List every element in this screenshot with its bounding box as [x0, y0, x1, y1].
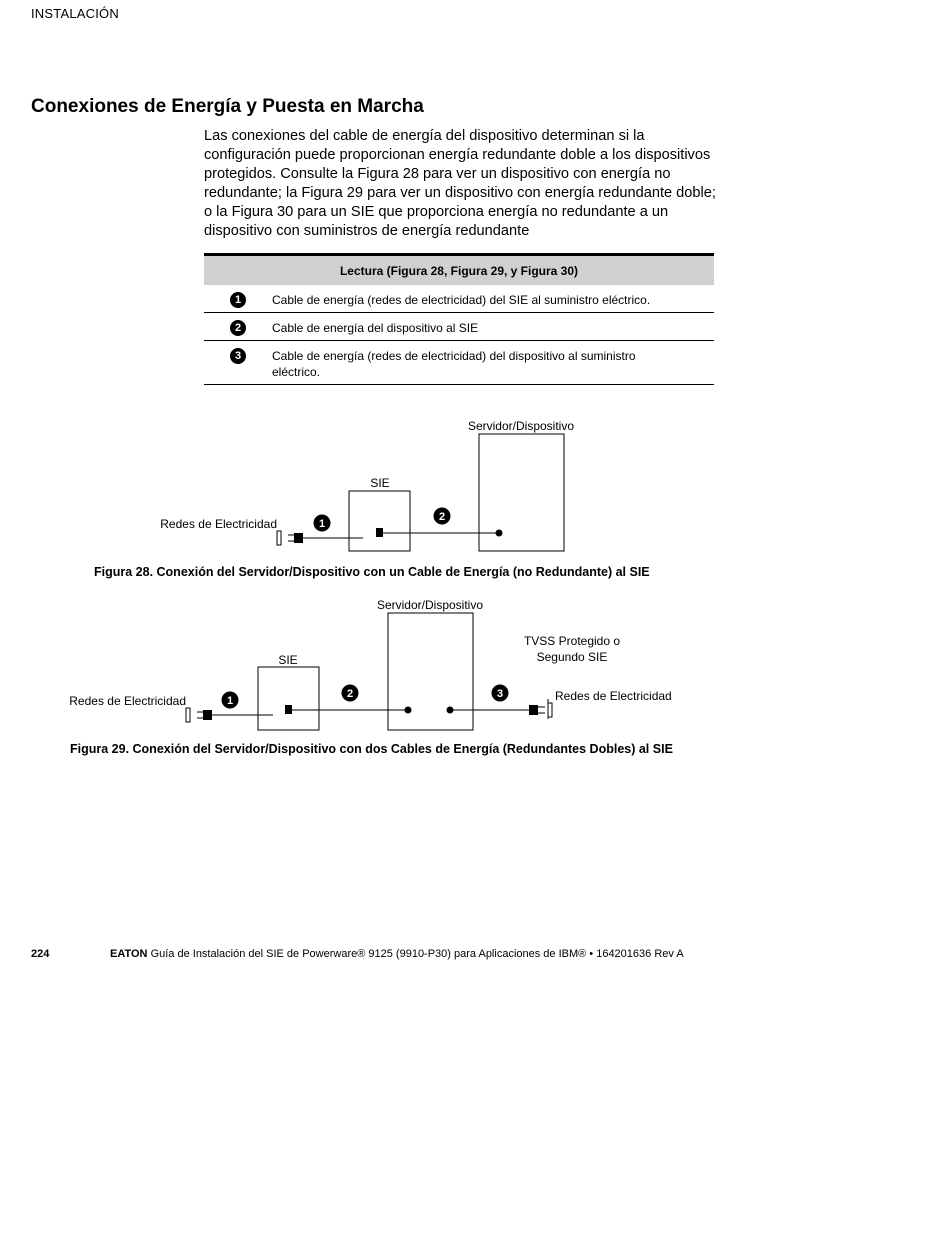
- svg-text:1: 1: [226, 695, 234, 707]
- intro-paragraph: Las conexiones del cable de energía del dispositivo determinan si la configuración puede proporcionan energía redundante doble a los dispositivos protegidos. Consulte la Figura 28 para ver un dispositivo con energía no redundante; la Figura 29 para ver un dispositivo con energía redundante doble; o la Figura 30 para un SIE que proporciona energía no redundante a un dispositivo con suministros de energía redundante: [204, 128, 716, 239]
- page-footer: [31, 948, 684, 960]
- legend-heading: Lectura (Figura 28, Figura 29, y Figura 30): [204, 255, 714, 286]
- section-header: INSTALACIÓN: [31, 6, 119, 21]
- wall-outlet-icon: [186, 708, 190, 722]
- table-row: [204, 313, 714, 341]
- plug-icon: [294, 533, 303, 543]
- server-label: Servidor/Dispositivo: [376, 598, 484, 612]
- plug-icon: [203, 710, 212, 720]
- table-row: [204, 285, 714, 313]
- brand-name: EATON: [110, 948, 148, 960]
- legend-text: Cable de energía (redes de electricidad) del dispositivo al suministro eléctrico.: [272, 341, 714, 385]
- footer-text: Guía de Instalación del SIE de Powerware® 9125 (9910-P30) para Aplicaciones de IBM® • 164201636 Rev A: [150, 948, 684, 960]
- ups-outlet-icon: [285, 705, 292, 714]
- figure-29-diagram: [0, 590, 950, 740]
- tvss-label-line1: TVSS Protegido o: [523, 634, 621, 648]
- ups-label: SIE: [278, 653, 298, 667]
- page-number: 224: [31, 948, 50, 960]
- svg-text:1: 1: [318, 518, 326, 530]
- callout-badge-3: 3: [230, 348, 246, 364]
- plug-icon: [529, 705, 538, 715]
- table-row: [204, 341, 714, 385]
- figure-29-caption: Figura 29. Conexión del Servidor/Dispositivo con dos Cables de Energía (Redundantes Dobles) al SIE: [70, 742, 673, 756]
- wall-outlet-icon: [548, 703, 552, 717]
- figure-28-diagram: [0, 400, 950, 565]
- legend-text: Cable de energía (redes de electricidad) del SIE al suministro eléctrico.: [272, 285, 714, 313]
- ups-box: [258, 667, 319, 730]
- page-title: Conexiones de Energía y Puesta en Marcha: [31, 96, 424, 117]
- server-label: Servidor/Dispositivo: [467, 419, 575, 433]
- mains-left-label: Redes de Electricidad: [69, 694, 186, 708]
- device-inlet-icon: [405, 707, 412, 714]
- svg-text:3: 3: [496, 688, 504, 700]
- wall-outlet-icon: [277, 531, 281, 545]
- tvss-label-line2: Segundo SIE: [536, 650, 608, 664]
- legend-text: Cable de energía del dispositivo al SIE: [272, 313, 714, 341]
- callout-badge-1: 1: [230, 292, 246, 308]
- server-box: [388, 613, 473, 730]
- mains-right-label: Redes de Electricidad: [555, 689, 672, 703]
- svg-text:2: 2: [438, 511, 446, 523]
- legend-table: [204, 253, 714, 385]
- mains-label: Redes de Electricidad: [160, 517, 277, 531]
- ups-label: SIE: [370, 476, 390, 490]
- figure-28-caption: Figura 28. Conexión del Servidor/Dispositivo con un Cable de Energía (no Redundante) al SIE: [94, 565, 650, 579]
- legend-header-row: [204, 255, 714, 286]
- device-inlet-icon: [496, 530, 503, 537]
- ups-box: [349, 491, 410, 551]
- svg-text:2: 2: [346, 688, 354, 700]
- ups-outlet-icon: [376, 528, 383, 537]
- callout-badge-2: 2: [230, 320, 246, 336]
